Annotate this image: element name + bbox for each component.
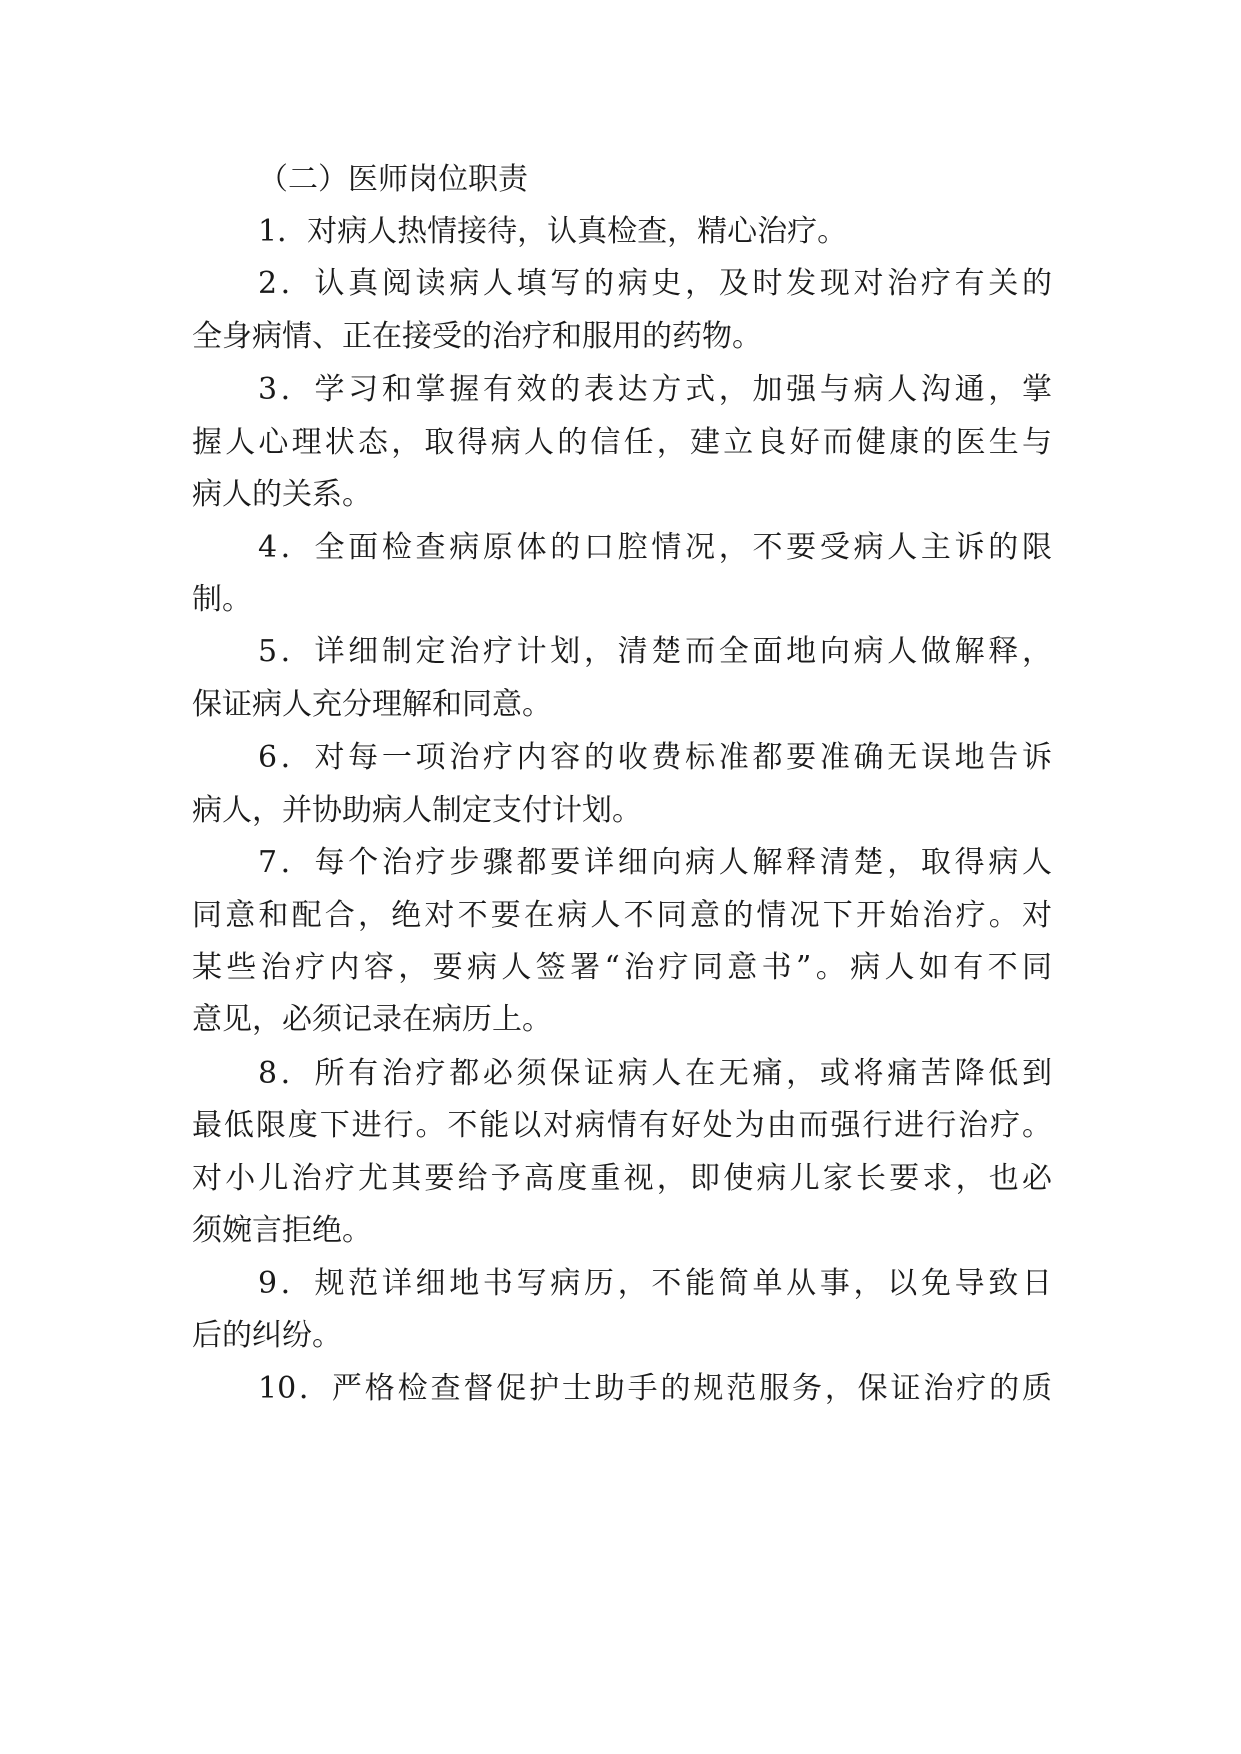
paragraph-line: 10．严格检查督促护士助手的规范服务，保证治疗的质 xyxy=(258,1371,1052,1406)
paragraph-line: 4．全面检查病原体的口腔情况，不要受病人主诉的限 xyxy=(258,530,1052,565)
paragraph-line: 9．规范详细地书写病历，不能简单从事，以免导致日 xyxy=(258,1266,1052,1301)
paragraph-line: 制。 xyxy=(192,582,252,617)
paragraph-line: 后的纠纷。 xyxy=(192,1318,342,1353)
paragraph-line: 5．详细制定治疗计划，清楚而全面地向病人做解释， xyxy=(258,634,1052,669)
paragraph-line: 6．对每一项治疗内容的收费标准都要准确无误地告诉 xyxy=(258,740,1052,775)
paragraph-line: 意见，必须记录在病历上。 xyxy=(192,1002,552,1037)
paragraph-line: 病人的关系。 xyxy=(192,477,372,512)
paragraph-line: 3．学习和掌握有效的表达方式，加强与病人沟通，掌 xyxy=(258,372,1052,407)
paragraph-line: 最低限度下进行。不能以对病情有好处为由而强行进行治疗。 xyxy=(192,1108,1052,1143)
paragraph-line: 8．所有治疗都必须保证病人在无痛，或将痛苦降低到 xyxy=(258,1056,1052,1091)
paragraph-line: 握人心理状态，取得病人的信任，建立良好而健康的医生与 xyxy=(192,425,1052,460)
paragraph-line: 病人，并协助病人制定支付计划。 xyxy=(192,793,642,828)
paragraph-line: 保证病人充分理解和同意。 xyxy=(192,687,552,722)
paragraph-line: 1．对病人热情接待，认真检查，精心治疗。 xyxy=(258,214,848,249)
paragraph-line: 7．每个治疗步骤都要详细向病人解释清楚，取得病人 xyxy=(258,845,1052,880)
paragraph-line: 须婉言拒绝。 xyxy=(192,1213,372,1248)
paragraph-line: 2．认真阅读病人填写的病史，及时发现对治疗有关的 xyxy=(258,266,1052,301)
paragraph-line: 全身病情、正在接受的治疗和服用的药物。 xyxy=(192,319,762,354)
section-heading: （二）医师岗位职责 xyxy=(258,162,528,197)
paragraph-line: 对小儿治疗尤其要给予高度重视，即使病儿家长要求，也必 xyxy=(192,1161,1052,1196)
paragraph-line: 某些治疗内容，要病人签署“治疗同意书”。病人如有不同 xyxy=(192,950,1052,985)
paragraph-line: 同意和配合，绝对不要在病人不同意的情况下开始治疗。对 xyxy=(192,898,1052,933)
